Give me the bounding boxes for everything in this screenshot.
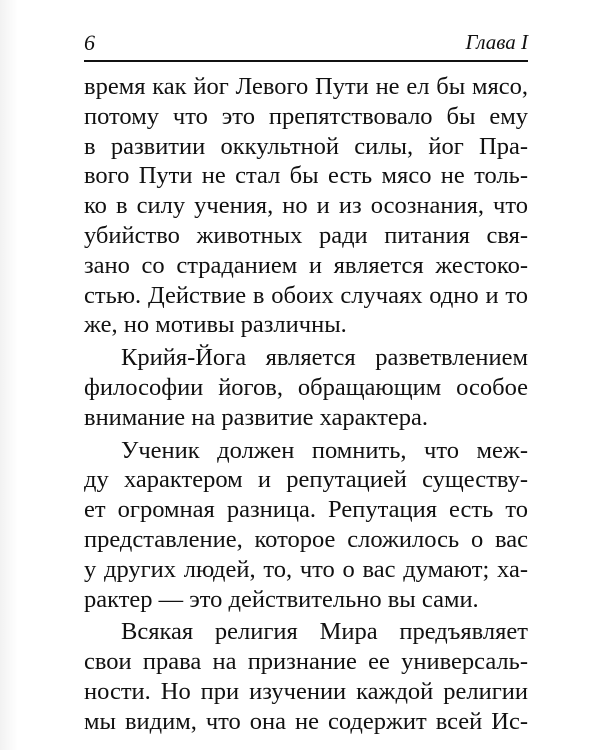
text-line: философии йогов, обращающим особое bbox=[84, 373, 528, 401]
text-line: же, но мотивы различны. bbox=[84, 311, 347, 339]
text-line: мы видим, что она не содержит всей Ис- bbox=[84, 707, 528, 735]
body-text bbox=[84, 72, 528, 737]
paragraph bbox=[84, 617, 528, 736]
page-edge-shadow bbox=[0, 0, 18, 750]
text-line: Всякая религия Мира предъявляет bbox=[121, 618, 528, 646]
text-line: Ученик должен помнить, что меж- bbox=[121, 436, 528, 464]
text-line: внимание на развитие характера. bbox=[84, 403, 428, 431]
text-line: Крийя-Йога является разветвлением bbox=[121, 344, 528, 372]
text-line: у других людей, то, что о вас думают; ха- bbox=[84, 555, 528, 583]
text-line: свои права на признание ее универсаль- bbox=[84, 648, 528, 676]
page-header bbox=[84, 26, 528, 56]
text-line: ет огромная разница. Репутация есть то bbox=[84, 496, 528, 524]
text-line: вого Пути не стал бы есть мясо не толь- bbox=[84, 162, 528, 190]
page-number: 6 bbox=[84, 30, 95, 55]
chapter-running-head: Глава I bbox=[465, 30, 528, 54]
paragraph bbox=[84, 436, 528, 615]
text-line: ду характером и репутацией существу- bbox=[84, 466, 528, 494]
header-divider bbox=[84, 60, 528, 62]
text-line: зано со страданием и является жестоко- bbox=[84, 251, 528, 279]
paragraph bbox=[84, 343, 528, 432]
text-line: представление, которое сложилось о вас bbox=[84, 525, 528, 553]
paragraph bbox=[84, 72, 528, 340]
text-line: время как йог Левого Пути не ел бы мясо, bbox=[84, 73, 528, 100]
text-line: в развитии оккультной силы, йог Пра- bbox=[84, 132, 528, 160]
text-line: убийство животных ради питания свя- bbox=[84, 221, 528, 249]
text-line: ности. Но при изучении каждой религии bbox=[84, 677, 528, 705]
text-line: ко в силу учения, но и из осознания, что bbox=[84, 192, 528, 220]
text-line: потому что это препятствовало бы ему bbox=[84, 102, 528, 130]
text-line: рактер — это действительно вы сами. bbox=[84, 585, 479, 613]
text-line: стью. Действие в обоих случаях одно и то bbox=[84, 281, 528, 309]
